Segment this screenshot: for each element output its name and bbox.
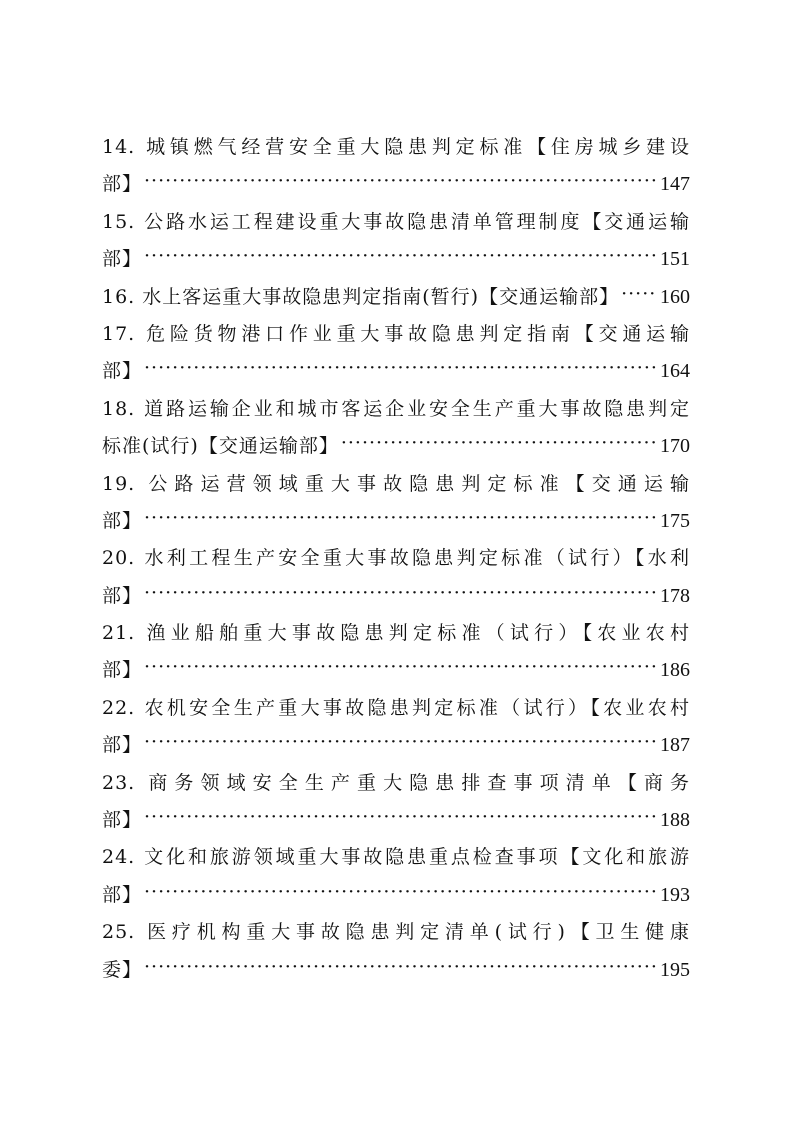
toc-entry[interactable]	[102, 914, 690, 989]
toc-entry-title-end: 委】	[102, 958, 143, 981]
page-number: 193	[660, 883, 690, 906]
toc-entry[interactable]	[102, 316, 690, 391]
toc-entry-leader-line	[102, 952, 690, 989]
dot-leader	[144, 949, 658, 986]
toc-entry[interactable]	[102, 839, 690, 914]
toc-entry-title: 20. 水利工程生产安全重大事故隐患判定标准（试行）【水利	[102, 547, 690, 570]
toc-entry-leader-line	[102, 578, 690, 615]
toc-entry[interactable]	[102, 279, 690, 316]
toc-entry-title-end: 部】	[102, 173, 143, 196]
toc-entry-title: 15. 公路水运工程建设重大事故隐患清单管理制度【交通运输	[102, 210, 690, 233]
toc-entry-title: 25. 医疗机构重大事故隐患判定清单(试行)【卫生健康	[102, 921, 690, 944]
toc-entry[interactable]	[102, 391, 690, 466]
table-of-contents	[102, 129, 690, 989]
toc-entry-title: 24. 文化和旅游领域重大事故隐患重点检查事项【文化和旅游	[102, 846, 690, 869]
dot-leader	[144, 874, 658, 911]
toc-entry[interactable]	[102, 765, 690, 840]
dot-leader	[144, 649, 658, 686]
page-number: 147	[660, 173, 690, 196]
page-number: 160	[660, 285, 690, 308]
dot-leader	[144, 575, 658, 612]
toc-entry-leader-line	[102, 241, 690, 278]
toc-entry-title: 14. 城镇燃气经营安全重大隐患判定标准【住房城乡建设	[102, 136, 690, 158]
toc-entry-title-end: 部】	[102, 248, 143, 271]
toc-entry-leader-line	[102, 503, 690, 540]
toc-entry[interactable]	[102, 129, 690, 204]
dot-leader	[144, 500, 658, 537]
toc-entry-leader-line	[102, 802, 690, 839]
toc-entry-title: 19. 公路运营领域重大事故隐患判定标准【交通运输	[102, 472, 690, 495]
dot-leader	[144, 799, 658, 836]
toc-entry[interactable]	[102, 204, 690, 279]
toc-entry-title: 18. 道路运输企业和城市客运企业安全生产重大事故隐患判定	[102, 397, 690, 420]
page-number: 186	[660, 659, 690, 682]
toc-entry-leader-line	[102, 428, 690, 465]
toc-entry-leader-line	[102, 727, 690, 764]
toc-entry-title-end: 16. 水上客运重大事故隐患判定指南(暂行)【交通运输部】	[102, 285, 620, 308]
toc-entry-title-end: 部】	[102, 360, 143, 383]
dot-leader	[144, 724, 658, 761]
toc-entry-leader-line	[102, 652, 690, 689]
toc-entry-leader-line	[102, 166, 690, 203]
dot-leader	[341, 425, 658, 462]
toc-entry-title-end: 部】	[102, 584, 143, 607]
toc-entry-leader-line	[102, 353, 690, 390]
page-number: 151	[660, 248, 690, 271]
toc-entry-title-end: 部】	[102, 883, 143, 906]
toc-entry-title: 17. 危险货物港口作业重大事故隐患判定指南【交通运输	[102, 322, 690, 345]
page-number: 178	[660, 584, 690, 607]
toc-entry-leader-line	[102, 877, 690, 914]
page-number: 187	[660, 734, 690, 757]
toc-entry-title-end: 标准(试行)【交通运输部】	[102, 435, 339, 458]
toc-entry[interactable]	[102, 690, 690, 765]
dot-leader	[144, 350, 658, 387]
toc-entry-title: 23. 商务领域安全生产重大隐患排查事项清单【商务	[102, 771, 690, 794]
dot-leader	[621, 276, 658, 313]
toc-entry-leader-line	[102, 279, 690, 316]
page-number: 175	[660, 509, 690, 532]
toc-entry-title-end: 部】	[102, 509, 143, 532]
page-number: 188	[660, 809, 690, 832]
toc-entry-title-end: 部】	[102, 659, 143, 682]
toc-entry[interactable]	[102, 615, 690, 690]
toc-entry-title-end: 部】	[102, 734, 143, 757]
page-number: 195	[660, 958, 690, 981]
toc-entry[interactable]	[102, 466, 690, 541]
page-number: 164	[660, 360, 690, 383]
toc-entry-title: 21. 渔业船舶重大事故隐患判定标准（试行）【农业农村	[102, 622, 690, 645]
dot-leader	[144, 238, 658, 275]
page-number: 170	[660, 435, 690, 458]
dot-leader	[144, 163, 658, 200]
toc-entry-title-end: 部】	[102, 809, 143, 832]
toc-entry[interactable]	[102, 540, 690, 615]
toc-entry-title: 22. 农机安全生产重大事故隐患判定标准（试行）【农业农村	[102, 696, 690, 719]
